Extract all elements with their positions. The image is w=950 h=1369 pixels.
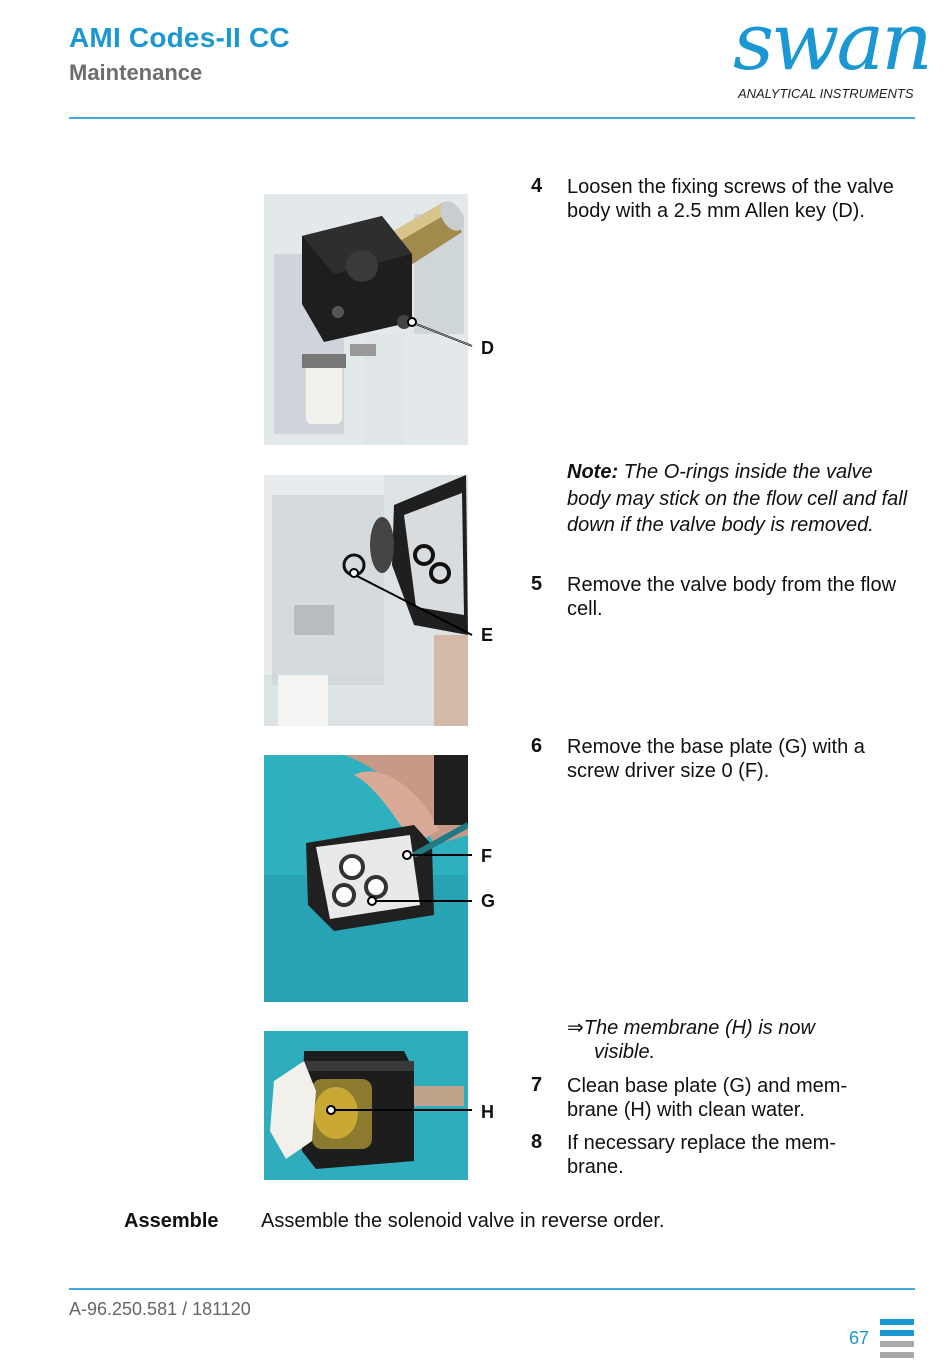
assemble-text: Assemble the solenoid valve in reverse order.: [261, 1210, 665, 1232]
page-number: 67: [849, 1328, 870, 1348]
step-number-6: 6: [531, 735, 543, 757]
callout-label-g: G: [481, 891, 496, 911]
footer-bar-4: [880, 1352, 914, 1358]
step-text-5: Remove the valve body from the flow cell.: [567, 574, 897, 620]
footer-bar-1: [880, 1319, 914, 1325]
result-block: [567, 1016, 897, 1064]
step-text-7: Clean base plate (G) and mem-brane (H) with clean water.: [567, 1075, 848, 1121]
callout-label-e: E: [481, 625, 494, 645]
footer-bar-2: [880, 1330, 914, 1336]
step-text-8: If necessary replace the mem-brane.: [567, 1132, 836, 1178]
callout-label-h: H: [481, 1102, 494, 1122]
footer-divider: [69, 1288, 915, 1290]
step-number-4: 4: [531, 175, 543, 197]
step-text-6: Remove the base plate (G) with a screw driver size 0 (F).: [567, 736, 865, 782]
step-number-7: 7: [531, 1074, 543, 1096]
callout-label-f: F: [481, 846, 492, 866]
callout-line-d: [264, 194, 524, 445]
result-line-1: The membrane (H) is now: [583, 1017, 815, 1039]
note-label: Note:: [567, 461, 619, 483]
document-title: AMI Codes-II CC: [69, 22, 290, 53]
section-title: Maintenance: [69, 60, 203, 85]
result-line-2: visible.: [594, 1041, 656, 1063]
callout-label-d: D: [481, 338, 494, 358]
note-text: The O-rings inside the valve body may stick on the flow cell and fall down if the valve body is removed.: [567, 461, 908, 536]
callout-lines-f-g: [264, 755, 524, 1002]
result-arrow-icon: ⇒: [567, 1017, 584, 1039]
document-number: A-96.250.581 / 181120: [69, 1299, 251, 1319]
header-divider: [69, 117, 915, 119]
assemble-label: Assemble: [124, 1210, 219, 1232]
logo-subtitle: ANALYTICAL INSTRUMENTS: [738, 86, 914, 101]
step-number-5: 5: [531, 573, 543, 595]
note-block: [567, 459, 912, 539]
callout-line-e: [264, 475, 524, 726]
step-number-8: 8: [531, 1131, 543, 1153]
footer-bar-3: [880, 1341, 914, 1347]
step-text-4: Loosen the fixing screws of the valve body with a 2.5 mm Allen key (D).: [567, 176, 894, 222]
swan-logo: swan: [733, 0, 930, 88]
